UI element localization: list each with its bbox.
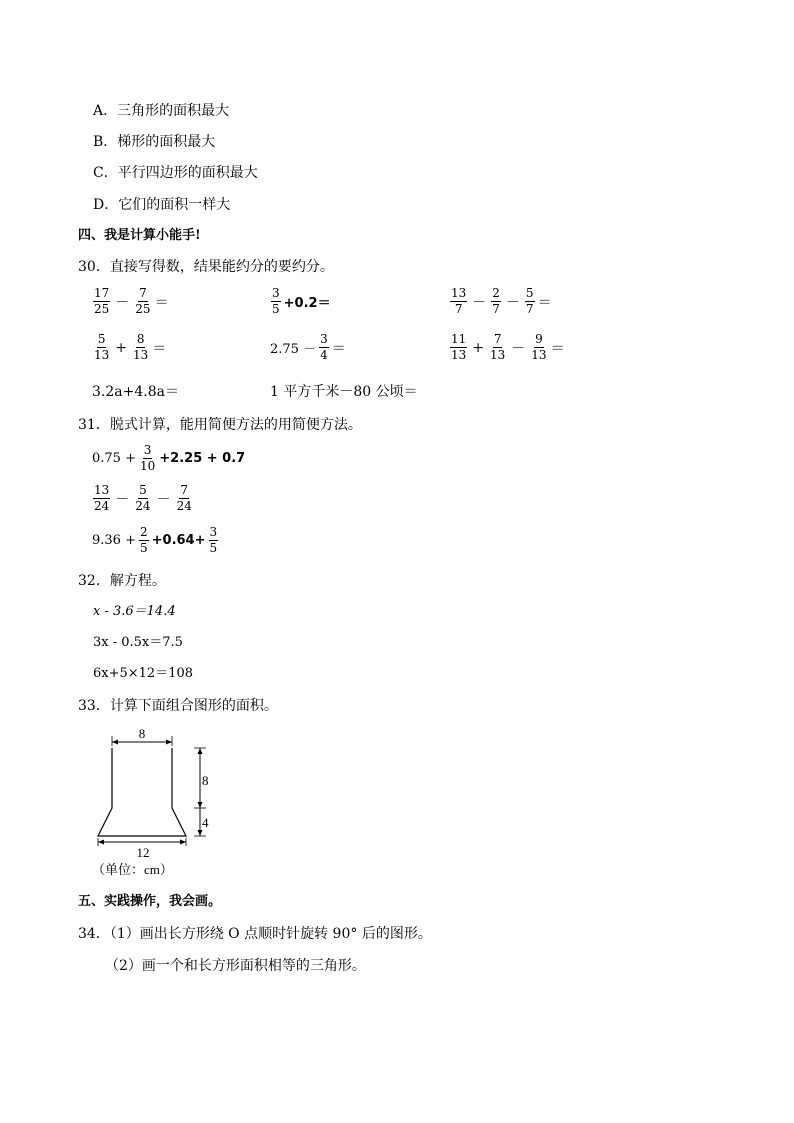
- q30-r2c1: $\frac{5}{13}$ + $\frac{8}{13}$ ＝: [94, 332, 167, 362]
- dim-top-label: 8: [138, 726, 146, 741]
- q30-title: 30．直接写得数，结果能约分的要约分。: [78, 259, 334, 275]
- q31-expr-2: $\frac{13}{24}$ － $\frac{5}{24}$ － $\frac{7}{24}$: [94, 483, 192, 513]
- dim-bottom-label: 12: [136, 845, 150, 860]
- q30-r1c3: $\frac{13}{7}$ － $\frac{2}{7}$ － $\frac{5}{7}$ ＝: [451, 286, 552, 316]
- dim-right-top-label: 8: [202, 773, 209, 788]
- q32-eq-1: x - 3.6＝14.4: [93, 604, 176, 619]
- q30-r3c2: 1 平方千米－80 公顷＝: [270, 384, 418, 400]
- section-5-heading: 五、实践操作，我会画。: [78, 894, 222, 909]
- q30-r3c1: 3.2a+4.8a＝: [92, 384, 179, 400]
- q30-r2c3: $\frac{11}{13}$ + $\frac{7}{13}$ － $\frac{9}{13}$ ＝: [451, 332, 565, 362]
- q31-expr-3: 9.36 + $\frac{2}{5}$ +0.64+ $\frac{3}{5}$: [92, 525, 218, 555]
- q34-part1: 34．（1）画出长方形绕 O 点顺时针旋转 90° 后的图形。: [78, 926, 432, 942]
- dim-right-bottom-label: 4: [202, 815, 209, 830]
- q32-eq-2: 3x - 0.5x＝7.5: [93, 635, 183, 650]
- q32-title: 32．解方程。: [78, 573, 166, 589]
- q31-title: 31．脱式计算，能用简便方法的用简便方法。: [78, 417, 362, 433]
- section-4-heading: 四、我是计算小能手!: [78, 228, 201, 243]
- q30-r1c1: $\frac{17}{25}$ － $\frac{7}{25}$ ＝: [94, 286, 169, 316]
- option-c: C．平行四边形的面积最大: [93, 165, 258, 181]
- unit-label: （单位：cm）: [92, 862, 173, 877]
- option-a: A．三角形的面积最大: [93, 103, 230, 119]
- q30-r1c2: $\frac{3}{5}$ +0.2＝: [272, 286, 331, 316]
- q34-part2: （2）画一个和长方形面积相等的三角形。: [105, 958, 366, 974]
- q31-expr-1: 0.75 + $\frac{3}{10}$ +2.25 + 0.7: [92, 443, 246, 473]
- option-d: D．它们的面积一样大: [93, 197, 231, 213]
- q32-eq-3: 6x+5×12＝108: [93, 666, 194, 681]
- q33-title: 33．计算下面组合图形的面积。: [78, 698, 278, 714]
- option-b: B．梯形的面积最大: [93, 134, 216, 150]
- q30-r2c2: 2.75 － $\frac{3}{4}$ ＝: [270, 332, 346, 362]
- composite-figure: [88, 724, 248, 880]
